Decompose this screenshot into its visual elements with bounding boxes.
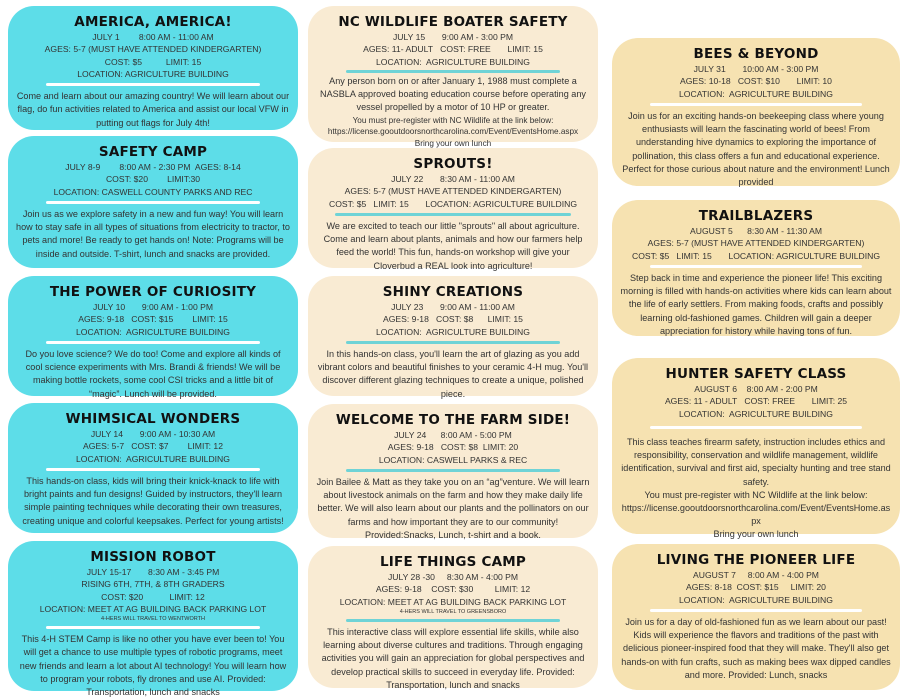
card-ages-cost-limit: AGES: 10-18 COST: $10 LIMIT: 10 bbox=[680, 76, 832, 87]
divider bbox=[46, 201, 260, 204]
card-date-time: JULY 31 10:00 AM - 3:00 PM bbox=[693, 64, 819, 74]
card-description: In this hands-on class, you'll learn the art of glazing as you add vibrant colors and beautiful finishes to your ceramic 4-H mug. You'll discover different glazing techniques to create a unique, polished piece. bbox=[317, 348, 589, 399]
card-lunch-note: Bring your own lunch bbox=[713, 529, 799, 540]
card-description: This hands-on class, kids will bring their knick-knack to life with bright paints and fun designs! Guided by instructors, they'll learn simple painting techniques while decorating their own treasures, creating unique and colorful keepsakes. Perfect for young artists! bbox=[22, 475, 284, 526]
card-power-of-curiosity bbox=[8, 276, 298, 399]
card-title: SAFETY CAMP bbox=[98, 144, 208, 160]
card-location: LOCATION: CASWELL COUNTY PARKS AND REC bbox=[53, 186, 253, 197]
card-trailblazers bbox=[612, 200, 900, 336]
card-location: LOCATION: AGRICULTURE BUILDING bbox=[679, 408, 833, 419]
card-sprouts bbox=[308, 148, 598, 271]
card-location: LOCATION: AGRICULTURE BUILDING bbox=[77, 68, 229, 79]
card-location: LOCATION: AGRICULTURE BUILDING bbox=[376, 326, 530, 337]
card-ages-cost-limit: AGES: 11 - ADULT COST: FREE LIMIT: 25 bbox=[664, 396, 848, 407]
card-description: We are excited to teach our little "sprouts" all about agriculture. Come and learn about plants, animals and how our farmers help feed the world! This fun, hands-on workshop will give your Cloverbud a REAL look into agriculture! bbox=[323, 220, 583, 271]
card-description: Any person born on or after January 1, 1988 must complete a NASBLA approved boating education course before operating any vessel propelled by a motor of 10 HP or greater. bbox=[320, 75, 586, 113]
divider bbox=[346, 619, 560, 622]
card-title: MISSION ROBOT bbox=[90, 549, 216, 565]
card-mission-robot bbox=[8, 541, 298, 697]
card-location: LOCATION: MEET AT AG BUILDING BACK PARKING LOT bbox=[339, 596, 567, 607]
card-ages-cost-limit: AGES: 5-7 COST: $7 LIMIT: 12 bbox=[83, 441, 223, 452]
card-welcome-to-the-farm-side bbox=[308, 404, 598, 538]
card-safety-camp bbox=[8, 136, 298, 268]
card-location: LOCATION: AGRICULTURE BUILDING bbox=[679, 594, 833, 605]
card-ages-cost-limit: AGES: 9-18 COST: $15 LIMIT: 15 bbox=[78, 314, 228, 325]
card-cost-limit-location: COST: $5 LIMIT: 15 LOCATION: AGRICULTURE BUILDING bbox=[329, 198, 577, 209]
card-hunter-safety-class bbox=[612, 358, 900, 540]
card-register-note: You must pre-register with NC Wildlife at the link below: bbox=[644, 489, 868, 500]
card-travel-note: 4-HERS WILL TRAVEL TO GREENSBORO bbox=[399, 608, 507, 615]
divider bbox=[650, 265, 862, 268]
card-bees-and-beyond bbox=[612, 38, 900, 186]
card-date-time: JULY 15 9:00 AM - 3:00 PM bbox=[392, 32, 514, 42]
card-date-time: JULY 23 9:00 AM - 11:00 AM bbox=[391, 302, 515, 312]
card-ages: AGES: 5-7 (MUST HAVE ATTENDED KINDERGARTEN) bbox=[344, 186, 562, 197]
card-description: Join us for an exciting hands-on beekeeping class where young enthusiasts will learn the fascinating world of bees! From understanding hive dynamics to exploring the importance of pollination, this class offers a fun and educational experience. Perfect for those curious about nature and the environment! Lunch provided bbox=[622, 110, 890, 187]
card-ages-cost-limit: AGES: 9-18 COST: $8 LIMIT: 15 bbox=[383, 314, 523, 325]
card-lunch-note: Bring your own lunch bbox=[414, 138, 492, 148]
card-cost-limit: COST: $20 LIMIT: 12 bbox=[101, 591, 205, 602]
divider bbox=[650, 426, 862, 429]
card-register-link[interactable]: https://license.gooutdoorsnorthcarolina.com/Event/EventsHome.aspx bbox=[327, 127, 579, 136]
card-ages: AGES: 5-7 (MUST HAVE ATTENDED KINDERGARTEN) bbox=[44, 44, 262, 55]
card-title: LIVING THE PIONEER LIFE bbox=[656, 552, 856, 568]
card-ages-cost-limit: AGES: 11- ADULT COST: FREE LIMIT: 15 bbox=[363, 44, 543, 55]
card-america-america bbox=[8, 6, 298, 130]
card-date-time: JULY 14 9:00 AM - 10:30 AM bbox=[90, 429, 216, 439]
card-description: Do you love science? We do too! Come and explore all kinds of cool science experiments with Mrs. Brandi & friends! We will be making bottle rockets, some cool CSI tricks and a little bit of “magic”. Lunch will be provided. bbox=[25, 348, 281, 399]
card-location: LOCATION: AGRICULTURE BUILDING bbox=[679, 88, 833, 99]
card-travel-note: 4-HERS WILL TRAVEL TO WENTWORTH bbox=[101, 616, 205, 623]
card-date-time: JULY 24 8:00 AM - 5:00 PM bbox=[394, 430, 512, 440]
card-description: This interactive class will explore essential life skills, while also learning about diverse cultures and traditions. Through engaging activities you will gain an appreciation for global perspectives and develop practical skills to succeed in everyday life. Provided: Transportation, lunch and snacks bbox=[321, 626, 585, 690]
card-location: LOCATION: AGRICULTURE BUILDING bbox=[376, 56, 530, 67]
divider bbox=[46, 83, 260, 86]
card-description: This class teaches firearm safety, instruction includes ethics and responsibility, conservation and wildlife management, wildlife identification, survival and first aid, specialty hunting and tree stand safety. bbox=[621, 436, 891, 487]
card-date-time-ages: JULY 8-9 8:00 AM - 2:30 PM AGES: 8-14 bbox=[65, 162, 241, 172]
card-ages-cost-limit: AGES: 8-18 COST: $15 LIMIT: 20 bbox=[686, 582, 826, 593]
card-date-time: AUGUST 6 8:00 AM - 2:00 PM bbox=[694, 384, 818, 394]
card-description: Step back in time and experience the pioneer life! This exciting morning is filled with hands-on activities where kids can learn about the life of early settlers. From making foods, crafts and possibly learning old-fashioned games. Children will gain a deeper appreciation for history while having tons of fun. bbox=[620, 272, 892, 336]
card-cost-limit: COST: $20 LIMIT:30 bbox=[105, 174, 201, 185]
card-title: SHINY CREATIONS bbox=[382, 284, 524, 300]
card-location: LOCATION: CASWELL PARKS & REC bbox=[378, 454, 528, 465]
card-grades: RISING 6TH, 7TH, & 8TH GRADERS bbox=[81, 579, 225, 590]
divider bbox=[46, 468, 260, 471]
card-life-things-camp bbox=[308, 546, 598, 688]
card-ages-cost-limit: AGES: 9-18 COST: $8 LIMIT: 20 bbox=[387, 442, 519, 453]
card-title: SPROUTS! bbox=[413, 156, 493, 172]
divider bbox=[346, 469, 560, 472]
card-location: LOCATION: MEET AT AG BUILDING BACK PARKING LOT bbox=[39, 603, 267, 614]
card-register-link[interactable]: https://license.gooutdoorsnorthcarolina.com/Event/EventsHome.aspx bbox=[621, 502, 891, 527]
card-ages: AGES: 5-7 (MUST HAVE ATTENDED KINDERGARTEN) bbox=[647, 238, 865, 249]
card-title: BEES & BEYOND bbox=[693, 46, 819, 62]
card-description: Come and learn about our amazing country! We will learn about our flag, do fun activities related to America and assist our local VFW in putting out flags for July 4th! bbox=[16, 91, 290, 128]
card-date-time: JULY 28 -30 8:30 AM - 4:00 PM bbox=[387, 572, 519, 582]
divider bbox=[346, 341, 560, 344]
card-cost-limit: COST: $5 LIMIT: 15 bbox=[104, 56, 202, 67]
card-title: NC WILDLIFE BOATER SAFETY bbox=[338, 14, 568, 30]
card-register-note: You must pre-register with NC Wildlife at the link below: bbox=[352, 115, 554, 125]
card-title: WELCOME TO THE FARM SIDE! bbox=[335, 412, 571, 428]
divider bbox=[650, 103, 862, 106]
divider bbox=[46, 626, 260, 629]
card-location: LOCATION: AGRICULTURE BUILDING bbox=[76, 326, 230, 337]
card-description: Join Bailee & Matt as they take you on an “ag”venture. We will learn about livestock animals on the farm and how they make daily life better. We will also learn about our plants and the pollinators on our farms and how important they are to our community! Provided:Snacks, Lunch, t-shirt and a book. bbox=[316, 476, 590, 540]
card-title: TRAILBLAZERS bbox=[698, 208, 814, 224]
divider bbox=[335, 213, 571, 216]
card-nc-wildlife-boater-safety bbox=[308, 6, 598, 148]
card-title: THE POWER OF CURIOSITY bbox=[49, 284, 257, 300]
card-whimsical-wonders bbox=[8, 403, 298, 533]
card-date-time: AUGUST 5 8:30 AM - 11:30 AM bbox=[690, 226, 822, 236]
divider bbox=[346, 70, 560, 73]
card-ages-cost-limit: AGES: 9-18 COST: $30 LIMIT: 12 bbox=[375, 584, 531, 595]
card-title: AMERICA, AMERICA! bbox=[74, 14, 232, 30]
divider bbox=[46, 341, 260, 344]
card-date-time: JULY 22 8:30 AM - 11:00 AM bbox=[391, 174, 515, 184]
divider bbox=[650, 609, 862, 612]
card-description: This 4-H STEM Camp is like no other you have ever been to! You will get a chance to use multiple types of robotic programs, meet new friends and learn a lot about AI technology! You will learn how to program your robots, fly drones and use AI. Provided: Transportation, lunch and snacks bbox=[19, 634, 287, 697]
card-cost-limit-location: COST: $5 LIMIT: 15 LOCATION: AGRICULTURE BUILDING bbox=[632, 250, 880, 261]
card-title: HUNTER SAFETY CLASS bbox=[665, 366, 847, 382]
card-date-time: AUGUST 7 8:00 AM - 4:00 PM bbox=[693, 570, 819, 580]
card-date-time: JULY 10 9:00 AM - 1:00 PM bbox=[92, 302, 214, 312]
card-living-the-pioneer-life bbox=[612, 544, 900, 690]
card-location: LOCATION: AGRICULTURE BUILDING bbox=[76, 453, 230, 464]
card-date-time: JULY 1 8:00 AM - 11:00 AM bbox=[92, 32, 214, 42]
card-shiny-creations bbox=[308, 276, 598, 399]
card-title: WHIMSICAL WONDERS bbox=[65, 411, 241, 427]
card-description: Join us for a day of old-fashioned fun as we learn about our past! Kids will experience the flavors and traditions of the past with delicious pioneer-inspired food that they will make. They'll also get hands-on with fun crafts, such as making bees wax dipped candles and more. Provided: Lunch, snacks bbox=[621, 616, 891, 680]
card-description: Join us as we explore safety in a new and fun way! You will learn how to stay safe in all types of situations from electricity to tractor, to pets and more! Be ready to get hands on! Note: Programs will be inside and outside. T-shirt, lunch and snacks are provided. bbox=[16, 208, 290, 259]
card-title: LIFE THINGS CAMP bbox=[380, 554, 526, 570]
card-date-time: JULY 15-17 8:30 AM - 3:45 PM bbox=[86, 567, 220, 577]
